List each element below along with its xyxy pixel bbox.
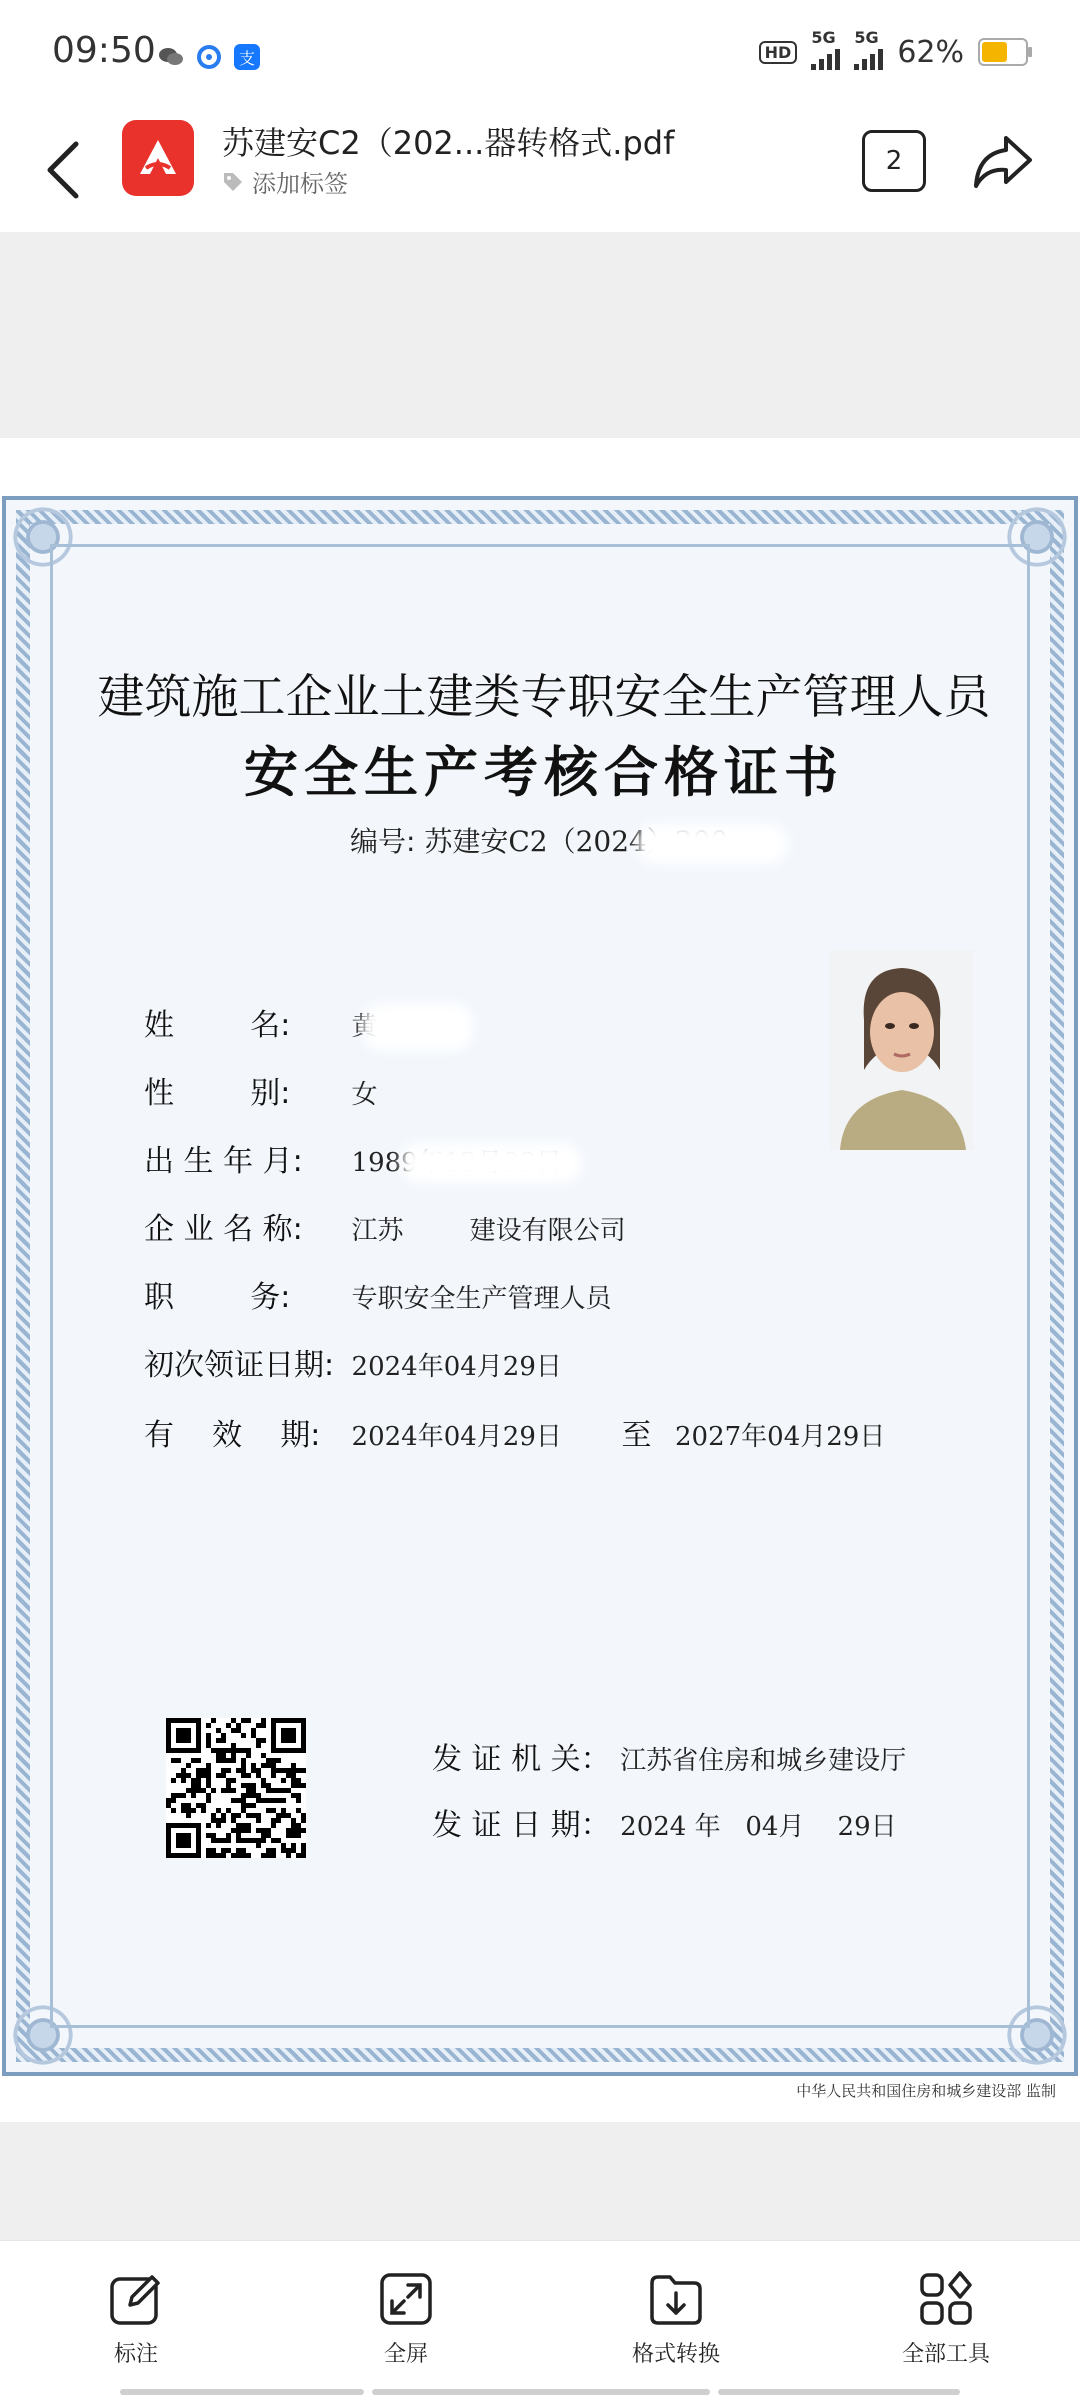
field-company xyxy=(144,1204,626,1248)
redaction xyxy=(363,1004,473,1050)
corner-ornament xyxy=(0,1990,88,2080)
field-label: 职 务: xyxy=(144,1280,291,1315)
grid-icon xyxy=(918,2271,974,2327)
scroll-indicator xyxy=(718,2389,960,2395)
corner-ornament xyxy=(992,492,1080,582)
alipay-icon: 支 xyxy=(234,44,260,70)
share-icon xyxy=(970,128,1036,194)
status-right xyxy=(759,28,1028,70)
convert-tool[interactable] xyxy=(596,2271,756,2368)
issuer-row xyxy=(432,1734,906,1778)
scroll-indicator xyxy=(120,2389,364,2395)
field-name xyxy=(144,1000,473,1050)
number-label: 编号: xyxy=(350,825,416,858)
field-value: 专职安全生产管理人员 xyxy=(351,1284,612,1314)
bottom-toolbar xyxy=(0,2240,1080,2401)
edit-icon xyxy=(108,2271,164,2327)
notification-icons xyxy=(158,44,260,70)
back-arrow-icon xyxy=(36,132,96,208)
field-label: 出 生 年 月: xyxy=(144,1144,303,1179)
pdf-page xyxy=(0,438,1080,2122)
battery-icon xyxy=(978,38,1028,66)
hd-badge: HD xyxy=(759,41,798,64)
pdf-viewer[interactable] xyxy=(0,232,1080,2240)
field-value: 2024年04月29日 xyxy=(351,1352,562,1382)
signal-2-label: 5G xyxy=(854,28,879,47)
download-folder-icon xyxy=(648,2271,704,2327)
field-value: 1989年12月08日 xyxy=(351,1148,562,1178)
fullscreen-label: 全屏 xyxy=(383,2342,428,2367)
certificate-title: 建筑施工企业土建类专职安全生产管理人员 xyxy=(97,670,991,725)
issue-date-label: 发 证 日 期： xyxy=(432,1808,611,1843)
field-birth xyxy=(144,1136,581,1183)
issuer-value: 江苏省住房和城乡建设厅 xyxy=(620,1746,907,1776)
back-button[interactable] xyxy=(36,132,96,208)
field-label: 性 别: xyxy=(144,1076,291,1111)
certificate-subtitle: 安全生产考核合格证书 xyxy=(244,741,844,804)
annotate-tool[interactable] xyxy=(56,2271,216,2368)
field-value: 2024年04月29日 xyxy=(351,1422,562,1452)
field-label: 初次领证日期: xyxy=(144,1348,335,1383)
field-first-issue xyxy=(144,1340,562,1384)
tag-icon xyxy=(222,171,244,193)
all-tools-label: 全部工具 xyxy=(901,2342,990,2367)
corner-ornament xyxy=(992,1990,1080,2080)
signal-icon-1 xyxy=(811,28,840,70)
signal-1-label: 5G xyxy=(811,28,836,47)
app-bar xyxy=(0,110,1080,232)
status-bar xyxy=(0,0,1080,110)
signal-icon-2 xyxy=(854,28,883,70)
wechat-icon xyxy=(158,44,184,70)
add-tag-button[interactable] xyxy=(222,164,348,199)
corner-ornament xyxy=(0,492,88,582)
annotate-label: 标注 xyxy=(113,2342,158,2367)
qr-code xyxy=(166,1718,306,1858)
supervisor-footnote: 中华人民共和国住房和城乡建设部 监制 xyxy=(796,2082,1056,2100)
field-value: 江苏 建设有限公司 xyxy=(351,1216,626,1246)
battery-percent: 62% xyxy=(897,34,964,70)
adobe-acrobat-icon xyxy=(134,134,182,182)
valid-to-label: 至 xyxy=(621,1418,652,1453)
field-value: 黄 xyxy=(351,1012,378,1042)
pdf-app-logo xyxy=(122,120,194,196)
field-validity xyxy=(144,1410,885,1454)
field-label: 企 业 名 称: xyxy=(144,1212,303,1247)
redaction xyxy=(637,824,787,864)
page-separator xyxy=(0,232,1080,438)
redaction xyxy=(401,1143,581,1183)
scroll-indicator xyxy=(372,2389,710,2395)
certificate-number xyxy=(350,820,787,864)
field-gender xyxy=(144,1068,378,1112)
document-title[interactable]: 苏建安C2（202...器转格式.pdf xyxy=(222,124,675,162)
qq-browser-icon xyxy=(196,44,222,70)
field-label: 有 效 期: xyxy=(144,1418,321,1453)
number-value: 苏建安C2（2024）200 xyxy=(424,825,729,858)
fullscreen-icon xyxy=(378,2271,434,2327)
all-tools[interactable] xyxy=(866,2271,1026,2368)
issue-date-row xyxy=(432,1800,897,1844)
valid-to-value: 2027年04月29日 xyxy=(674,1422,886,1452)
add-tag-label: 添加标签 xyxy=(252,170,348,198)
id-photo xyxy=(830,950,974,1150)
field-value: 女 xyxy=(351,1080,378,1110)
convert-label: 格式转换 xyxy=(631,2342,720,2367)
status-time: 09:50 xyxy=(52,30,156,71)
field-position xyxy=(144,1272,612,1316)
fullscreen-tool[interactable] xyxy=(326,2271,486,2368)
page-count-button[interactable]: 2 xyxy=(862,130,926,192)
field-label: 姓 名: xyxy=(144,1008,291,1043)
issuer-label: 发 证 机 关： xyxy=(432,1742,611,1777)
certificate xyxy=(2,496,1078,2076)
issue-date-value: 2024 年 04月 29日 xyxy=(620,1812,897,1842)
share-button[interactable] xyxy=(970,128,1036,194)
